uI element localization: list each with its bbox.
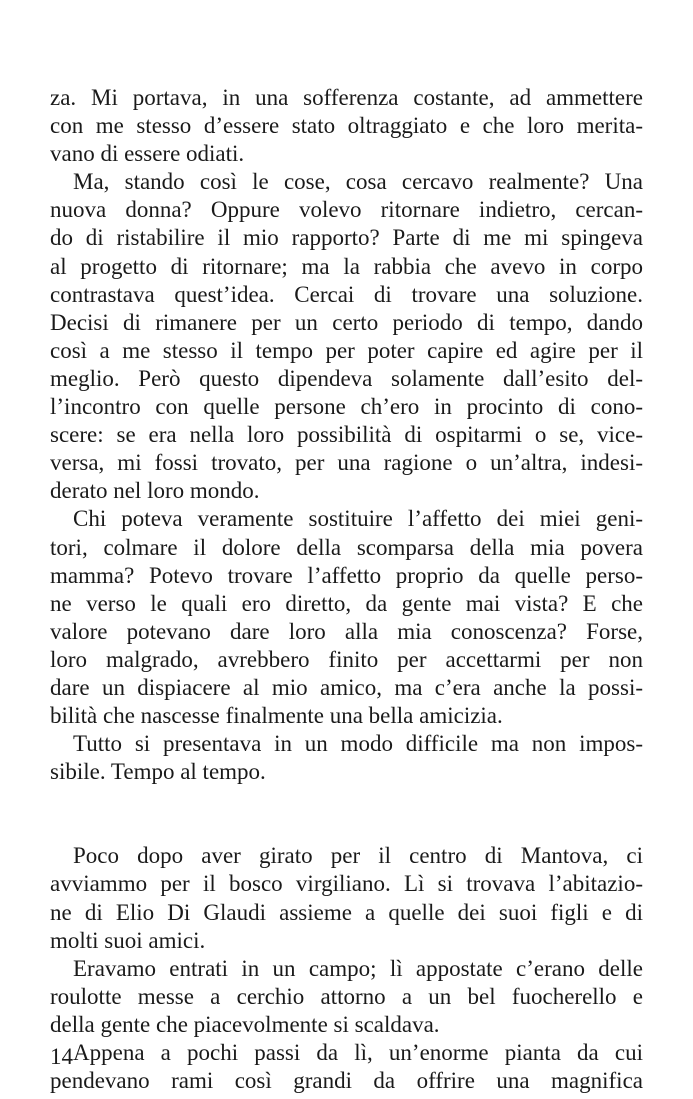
text-line: Ma, stando così le cose, cosa cercavo realmente? Una [73, 169, 643, 195]
section-2 [50, 842, 643, 1095]
paragraph [50, 842, 643, 954]
text-line: versa, mi fossi trovato, per una ragione o un’altra, indesi- [50, 450, 643, 476]
text-line: derato nel loro mondo. [50, 478, 260, 504]
text-line: Eravamo entrati in un campo; lì appostate c’erano delle [73, 955, 643, 981]
text-line: loro malgrado, avrebbero finito per accettarmi per non [50, 646, 643, 672]
text-line: al progetto di ritornare; ma la rabbia che avevo in corpo [50, 253, 643, 279]
text-line: della gente che piacevolmente si scaldava. [50, 1011, 440, 1037]
text-line: za. Mi portava, in una sofferenza costante, ad ammettere [50, 85, 643, 110]
paragraph [50, 1039, 643, 1095]
book-page-text [50, 84, 643, 1095]
text-line: Poco dopo aver girato per il centro di Mantova, ci [73, 843, 643, 869]
paragraph [50, 84, 643, 168]
text-line: Tutto si presentava in un modo difficile ma non impos- [73, 731, 643, 757]
paragraph [50, 730, 643, 786]
text-line: tori, colmare il dolore della scomparsa della mia povera [50, 534, 643, 560]
text-line: nuova donna? Oppure volevo ritornare indietro, cercan- [50, 197, 643, 223]
text-line: pendevano rami così grandi da offrire una magnifica [50, 1068, 643, 1094]
text-line: Chi poteva veramente sostituire l’affetto dei miei geni- [73, 506, 643, 532]
text-line: do di ristabilire il mio rapporto? Parte di me mi spingeva [50, 225, 643, 251]
text-line: l’incontro con quelle persone ch’ero in procinto di cono- [50, 394, 643, 420]
text-line: Decisi di rimanere per un certo periodo di tempo, dando [50, 309, 643, 335]
section-break [50, 786, 643, 842]
text-line: molti suoi amici. [50, 927, 206, 953]
text-line: dare un dispiacere al mio amico, ma c’era anche la possi- [50, 674, 643, 700]
text-line: con me stesso d’essere stato oltraggiato e che loro merita- [50, 113, 643, 139]
paragraph [50, 168, 643, 505]
text-line: mamma? Potevo trovare l’affetto proprio da quelle perso- [50, 562, 643, 588]
paragraph [50, 505, 643, 730]
text-line: ne verso le quali ero diretto, da gente mai vista? E che [50, 590, 643, 616]
text-line: sibile. Tempo al tempo. [50, 759, 266, 785]
page-number: 14 [50, 1044, 73, 1069]
text-line: vano di essere odiati. [50, 141, 245, 167]
text-line: Appena a pochi passi da lì, un’enorme pianta da cui [73, 1040, 643, 1065]
text-line: così a me stesso il tempo per poter capire ed agire per il [50, 337, 643, 363]
text-line: scere: se era nella loro possibilità di ospitarmi o se, vice- [50, 422, 643, 448]
text-line: avviammo per il bosco virgiliano. Lì si trovava l’abitazio- [50, 871, 643, 897]
text-line: contrastava quest’idea. Cercai di trovare una soluzione. [50, 281, 643, 307]
section-1 [50, 84, 643, 786]
paragraph [50, 955, 643, 1039]
text-line: valore potevano dare loro alla mia conoscenza? Forse, [50, 618, 643, 644]
text-line: bilità che nascesse finalmente una bella amicizia. [50, 703, 503, 729]
text-line: ne di Elio Di Glaudi assieme a quelle dei suoi figli e di [50, 899, 643, 925]
text-line: roulotte messe a cerchio attorno a un bel fuocherello e [50, 983, 643, 1009]
text-line: meglio. Però questo dipendeva solamente dall’esito del- [50, 365, 643, 391]
